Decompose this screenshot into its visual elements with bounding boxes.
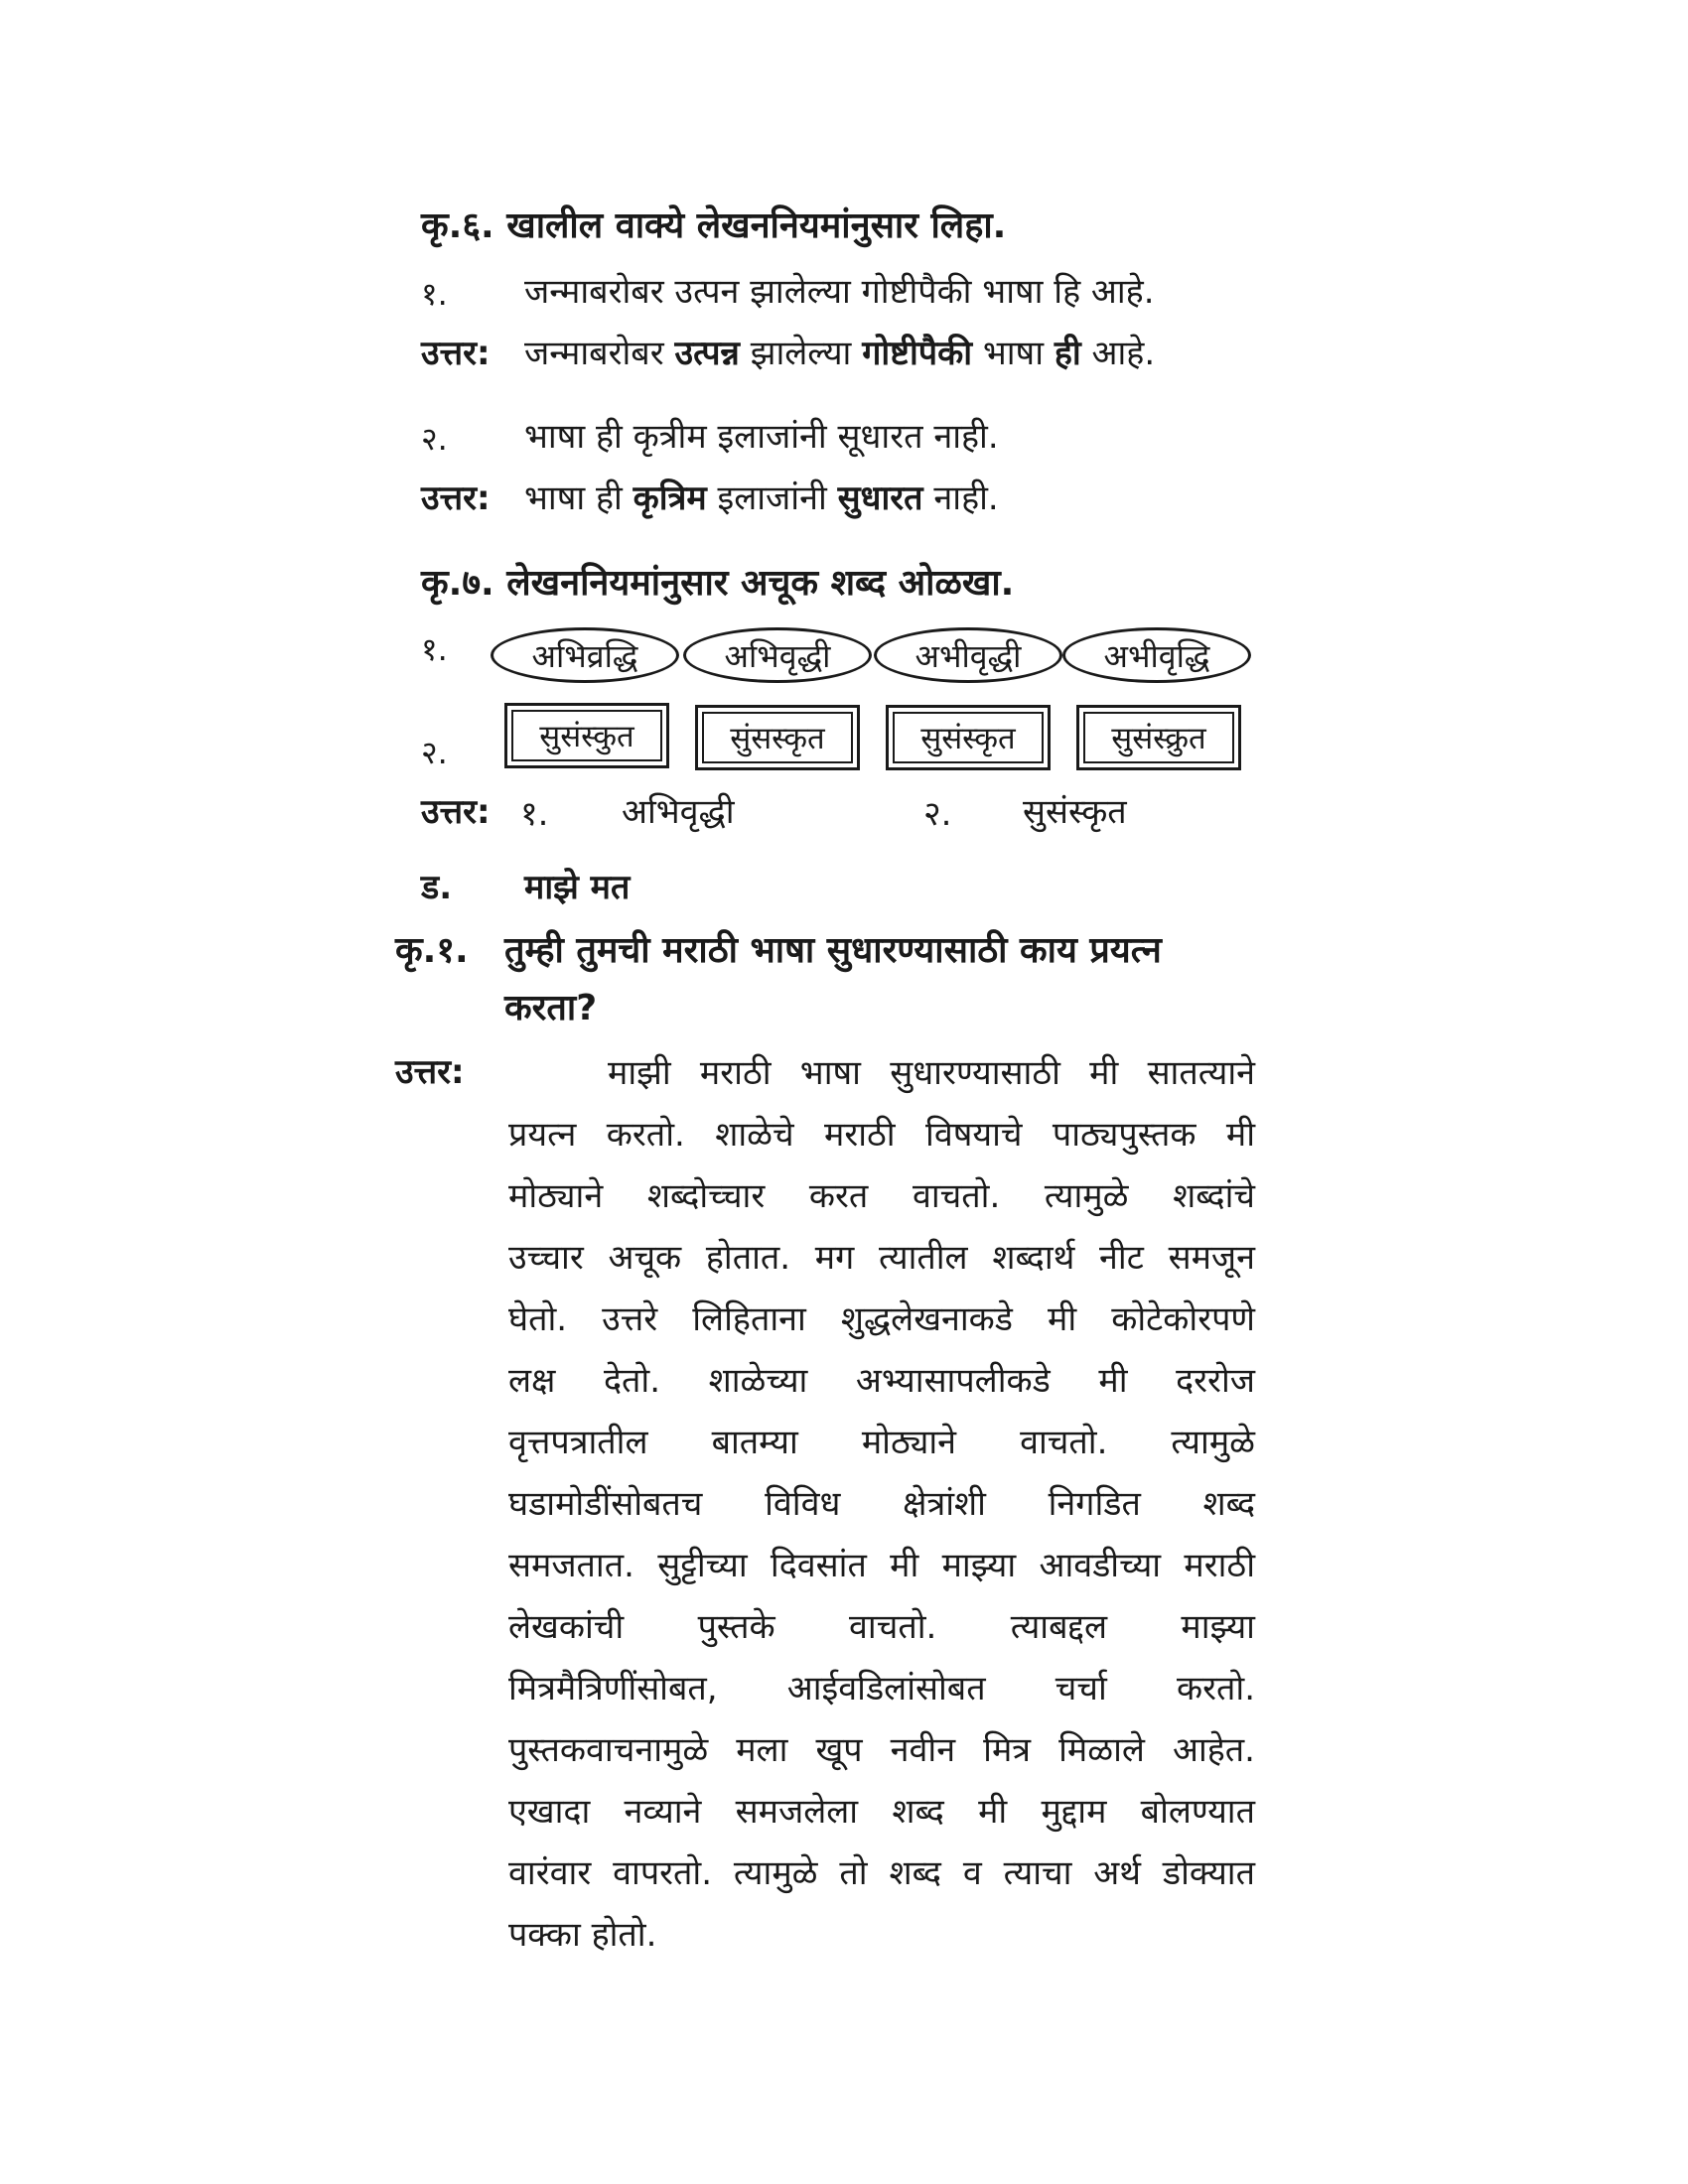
- q6-answer2: [524, 477, 999, 520]
- q7-answer-word1: अभिवृद्धी: [622, 792, 735, 832]
- option-box-text: सुंसस्कृत: [702, 712, 853, 763]
- q6-item2-number: २.: [421, 420, 448, 458]
- answer-word: नाही.: [933, 478, 999, 518]
- q7-answer-num2: २.: [923, 794, 952, 834]
- option-oval: अभिव्रद्धि: [491, 627, 679, 683]
- option-box-text: सुसंस्कृत: [893, 712, 1044, 763]
- option-box: [886, 705, 1051, 770]
- paragraph-line: मोठ्याने शब्दोच्चार करत वाचतो. त्यामुळे शब्दांचे: [508, 1176, 1255, 1216]
- corrected-word: कृत्रिम: [633, 478, 707, 518]
- option-oval: अभीवृद्धी: [874, 627, 1062, 683]
- answer-word: भाषा ही: [524, 478, 623, 518]
- paragraph-line: प्रयत्न करतो. शाळेचे मराठी विषयाचे पाठ्यपुस्तक मी: [508, 1115, 1255, 1155]
- paragraph-line: घडामोडींसोबतच विविध क्षेत्रांशी निगडित शब्द: [508, 1484, 1255, 1524]
- option-box-text: सुसंस्कुत: [511, 710, 662, 761]
- section-letter: ड.: [421, 868, 453, 907]
- corrected-word: उत्पन्न: [674, 334, 740, 373]
- q6-answer1: [524, 332, 1155, 375]
- paragraph-line: घेतो. उत्तरे लिहिताना शुद्धलेखनाकडे मी कोटेकोरपणे: [508, 1299, 1255, 1339]
- q1-answer-paragraph: [508, 1042, 1255, 1966]
- paragraph-line: माझी मराठी भाषा सुधारण्यासाठी मी सातत्याने: [608, 1053, 1255, 1093]
- q6-item1-text: जन्माबरोबर उत्पन झालेल्या गोष्टीपैकी भाषा हि आहे.: [524, 272, 1155, 312]
- q6-answer2-label: उत्तर:: [421, 478, 491, 518]
- paragraph-line: एखादा नव्याने समजलेला शब्द मी मुद्दाम बोलण्यात: [508, 1792, 1255, 1832]
- q7-row1-number: १.: [421, 630, 448, 668]
- option-box: [504, 703, 669, 768]
- q7-answer-label: उत्तर:: [421, 792, 491, 832]
- option-oval: अभीवृद्धि: [1062, 627, 1251, 683]
- corrected-word: गोष्टीपैकी: [862, 334, 973, 373]
- q1-question-line2: करता?: [504, 988, 598, 1028]
- q6-item1-number: १.: [421, 275, 448, 313]
- option-box: [1076, 705, 1241, 770]
- paragraph-line: पुस्तकवाचनामुळे मला खूप नवीन मित्र मिळाले आहेत.: [508, 1730, 1255, 1770]
- answer-word: आहे.: [1091, 334, 1156, 373]
- paragraph-line: वारंवार वापरतो. त्यामुळे तो शब्द व त्याचा अर्थ डोक्यात: [508, 1853, 1255, 1893]
- q6-heading: कृ.६. खालील वाक्ये लेखननियमांनुसार लिहा.: [421, 205, 1007, 246]
- q7-heading: कृ.७. लेखननियमांनुसार अचूक शब्द ओळखा.: [421, 563, 1015, 604]
- option-oval: अभिवृद्धी: [683, 627, 872, 683]
- q6-answer1-label: उत्तर:: [421, 334, 491, 373]
- q1-question-line1: तुम्ही तुमची मराठी भाषा सुधारण्यासाठी काय प्रयत्न: [504, 930, 1162, 971]
- corrected-word: सुधारत: [837, 478, 923, 518]
- corrected-word: ही: [1054, 334, 1081, 373]
- q7-answer-word2: सुसंस्कृत: [1023, 792, 1127, 832]
- q1-answer-label: उत्तर:: [395, 1052, 465, 1092]
- answer-word: भाषा: [982, 334, 1045, 373]
- paragraph-line: मित्रमैत्रिणींसोबत, आईवडिलांसोबत चर्चा करतो.: [508, 1669, 1255, 1708]
- section-title: माझे मत: [524, 868, 631, 907]
- q1-number: कृ.१.: [395, 930, 469, 971]
- paragraph-line: पक्का होतो.: [508, 1915, 657, 1955]
- option-box-text: सुसंस्क्रुत: [1083, 712, 1234, 763]
- paragraph-line: उच्चार अचूक होतात. मग त्यातील शब्दार्थ नीट समजून: [508, 1238, 1255, 1278]
- answer-word: झालेल्या: [750, 334, 852, 373]
- answer-word: जन्माबरोबर: [524, 334, 664, 373]
- option-box: [695, 705, 860, 770]
- q7-row2-number: २.: [421, 734, 448, 771]
- paragraph-line: समजतात. सुट्टीच्या दिवसांत मी माझ्या आवडीच्या मराठी: [508, 1546, 1255, 1585]
- paragraph-line: लेखकांची पुस्तके वाचतो. त्याबद्दल माझ्या: [508, 1607, 1255, 1647]
- answer-word: इलाजांनी: [717, 478, 827, 518]
- q7-answer-num1: १.: [520, 794, 549, 834]
- q6-item2-text: भाषा ही कृत्रीम इलाजांनी सूधारत नाही.: [524, 417, 999, 457]
- paragraph-line: लक्ष देतो. शाळेच्या अभ्यासापलीकडे मी दररोज: [508, 1361, 1255, 1401]
- paragraph-line: वृत्तपत्रातील बातम्या मोठ्याने वाचतो. त्यामुळे: [508, 1423, 1255, 1462]
